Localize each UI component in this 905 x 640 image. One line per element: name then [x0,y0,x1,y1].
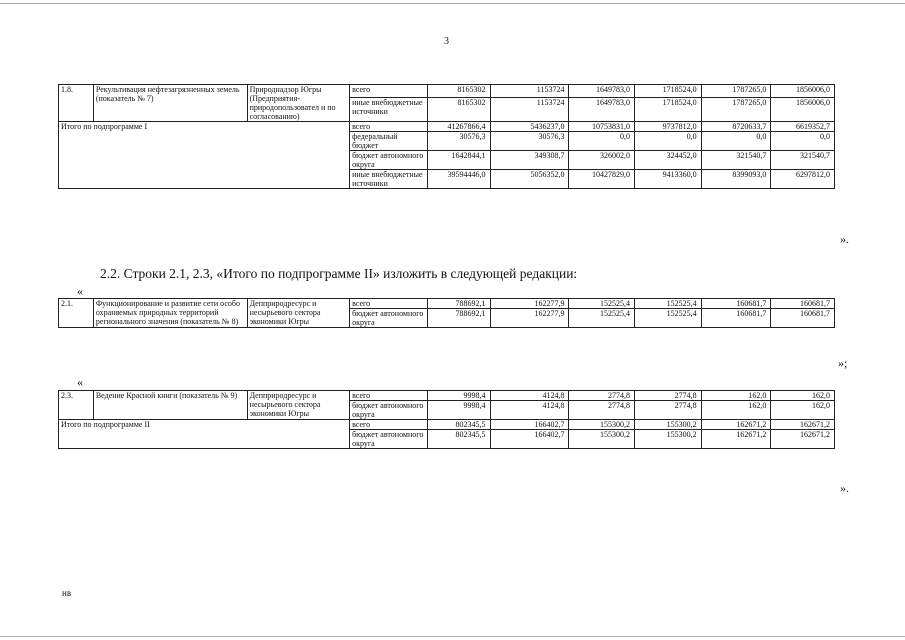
value-cell: 802345,5 [428,420,491,430]
executor-cell: Депприродресурс и несырьевого сектора экономики Югры [247,299,350,328]
value-cell: 1787265,0 [701,97,771,121]
value-cell: 0,0 [635,132,702,151]
row-number-cell: 2.1. [59,299,94,328]
opening-quote: « [77,375,83,389]
scan-edge-bottom [0,636,905,637]
table-row [59,85,835,98]
value-cell: 4124,8 [490,401,569,420]
value-cell: 1856006,0 [771,97,835,121]
value-cell: 8165302 [428,85,491,98]
value-cell: 5056352,0 [490,170,569,189]
value-cell: 788692,1 [428,299,491,309]
value-cell: 1153724 [490,85,569,98]
value-cell: 324452,0 [635,151,702,170]
value-cell: 2774,8 [569,391,635,401]
executor-initials: нв [62,588,72,598]
value-cell: 41267866,4 [428,122,491,132]
subprogram-total-label: Итого по подпрограмме I [59,122,350,189]
value-cell: 321540,7 [771,151,835,170]
value-cell: 4124,8 [490,391,569,401]
funding-source-cell: всего [350,420,428,430]
value-cell: 152525,4 [635,309,702,328]
value-cell: 1649783,0 [569,97,635,121]
value-cell: 152525,4 [635,299,702,309]
value-cell: 9737812,0 [635,122,702,132]
value-cell: 1153724 [490,97,569,121]
value-cell: 30576,3 [428,132,491,151]
value-cell: 160681,7 [771,299,835,309]
value-cell: 0,0 [569,132,635,151]
value-cell: 1642844,1 [428,151,491,170]
funding-source-cell: федеральный бюджет [350,132,428,151]
value-cell: 6619352,7 [771,122,835,132]
value-cell: 10427829,0 [569,170,635,189]
row-number-cell: 1.8. [59,85,94,122]
value-cell: 10753831,0 [569,122,635,132]
value-cell: 152525,4 [569,309,635,328]
program-table-subprogram-1 [58,84,835,189]
funding-source-cell: всего [350,391,428,401]
value-cell: 8720633,7 [701,122,771,132]
value-cell: 155300,2 [635,420,702,430]
closing-quote: ». [840,232,849,246]
closing-quote: »; [838,356,848,370]
value-cell: 39594446,0 [428,170,491,189]
subprogram-total-label: Итого по подпрограмме II [59,420,350,449]
value-cell: 162,0 [701,391,771,401]
program-table-row-2-1 [58,298,835,328]
value-cell: 9413360,0 [635,170,702,189]
table-row [59,299,835,309]
value-cell: 162,0 [701,401,771,420]
value-cell: 1718524,0 [635,85,702,98]
value-cell: 162671,2 [771,430,835,449]
value-cell: 9998,4 [428,401,491,420]
opening-quote: « [77,284,83,298]
value-cell: 1787265,0 [701,85,771,98]
funding-source-cell: бюджет автономного округа [350,430,428,449]
value-cell: 30576,3 [490,132,569,151]
value-cell: 8165302 [428,97,491,121]
value-cell: 1649783,0 [569,85,635,98]
value-cell: 5436237,0 [490,122,569,132]
value-cell: 6297812,0 [771,170,835,189]
page-number: 3 [444,36,449,47]
value-cell: 788692,1 [428,309,491,328]
funding-source-cell: бюджет автономного округа [350,151,428,170]
value-cell: 349308,7 [490,151,569,170]
value-cell: 162277,9 [490,299,569,309]
value-cell: 166402,7 [490,430,569,449]
value-cell: 162671,2 [701,430,771,449]
value-cell: 0,0 [701,132,771,151]
value-cell: 152525,4 [569,299,635,309]
value-cell: 802345,5 [428,430,491,449]
value-cell: 166402,7 [490,420,569,430]
executor-cell: Природнадзор Югры (Предприятия-природопользовател и по согласованию) [247,85,350,122]
value-cell: 162671,2 [701,420,771,430]
funding-source-cell: всего [350,122,428,132]
activity-name-cell: Рекультивация нефтезагрязненных земель (показатель № 7) [93,85,247,122]
activity-name-cell: Ведение Красной книги (показатель № 9) [93,391,247,420]
value-cell: 8399093,0 [701,170,771,189]
value-cell: 2774,8 [635,391,702,401]
value-cell: 2774,8 [635,401,702,420]
funding-source-cell: бюджет автономного округа [350,401,428,420]
amendment-heading: 2.2. Строки 2.1, 2.3, «Итого по подпрограмме II» изложить в следующей редакции: [100,266,578,281]
value-cell: 2774,8 [569,401,635,420]
value-cell: 155300,2 [569,420,635,430]
funding-source-cell: всего [350,85,428,98]
value-cell: 160681,7 [701,309,771,328]
value-cell: 160681,7 [701,299,771,309]
value-cell: 155300,2 [635,430,702,449]
program-table-row-2-3 [58,390,835,449]
funding-source-cell: иные внебюджетные источники [350,97,428,121]
executor-cell: Депприродресурс и несырьевого сектора экономики Югры [247,391,350,420]
value-cell: 162671,2 [771,420,835,430]
value-cell: 9998,4 [428,391,491,401]
value-cell: 321540,7 [701,151,771,170]
row-number-cell: 2.3. [59,391,94,420]
table-row [59,391,835,401]
value-cell: 160681,7 [771,309,835,328]
funding-source-cell: бюджет автономного округа [350,309,428,328]
table-row-total [59,122,835,132]
closing-quote: ». [840,481,849,495]
scan-edge-top [0,3,905,4]
value-cell: 162277,9 [490,309,569,328]
value-cell: 155300,2 [569,430,635,449]
funding-source-cell: всего [350,299,428,309]
value-cell: 1856006,0 [771,85,835,98]
funding-source-cell: иные внебюджетные источники [350,170,428,189]
value-cell: 1718524,0 [635,97,702,121]
value-cell: 0,0 [771,132,835,151]
value-cell: 162,0 [771,391,835,401]
value-cell: 162,0 [771,401,835,420]
activity-name-cell: Функционирование и развитие сети особо охраняемых природных территорий регионального значения (показатель № 8) [93,299,247,328]
table-row-total [59,420,835,430]
value-cell: 326002,0 [569,151,635,170]
